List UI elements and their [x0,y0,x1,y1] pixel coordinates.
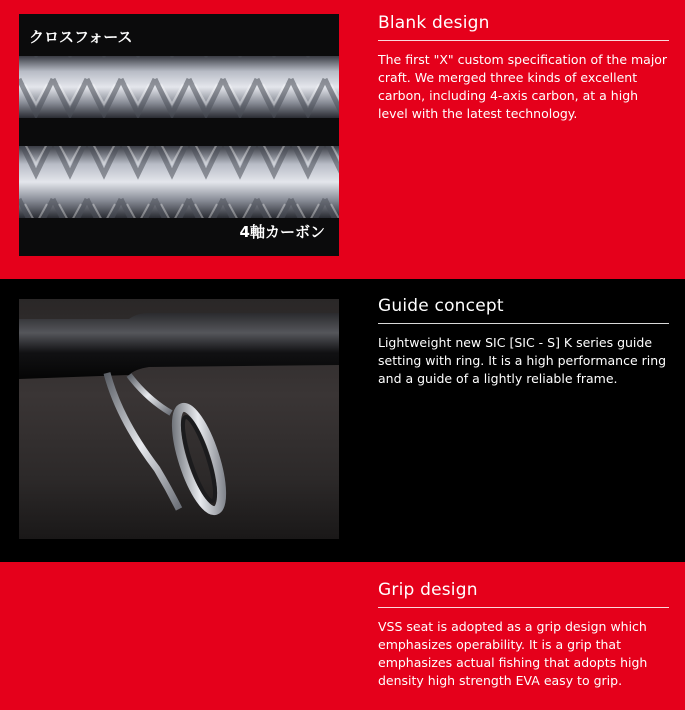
guide-concept-section [0,279,685,562]
rod-guide-image [19,299,339,539]
carbon-blank-image [19,14,339,256]
section-body: Lightweight new SIC [SIC - S] K series guide setting with ring. It is a high performance ring and a guide of a lightly reliable frame. [378,335,667,386]
section-body: VSS seat is adopted as a grip design which emphasizes operability. It is a grip that emphasizes actual fishing that adopts high density high strength EVA easy to grip. [378,619,648,688]
section-title: Blank design [378,12,669,41]
grip-design-text [378,579,669,690]
section-title: Guide concept [378,295,669,324]
blank-design-section [0,0,685,279]
blank-design-text [378,12,669,123]
photo-caption-4axis-carbon: 4軸カーボン [239,223,325,241]
photo-caption-cross-force: クロスフォース [29,28,133,46]
section-body: The first "X" custom specification of the major craft. We merged three kinds of excellent carbon, including 4-axis carbon, at a high level with the latest technology. [378,52,668,121]
guide-concept-text [378,295,669,388]
carbon-blank-photo [19,14,339,256]
guide-photo [19,299,339,539]
section-title: Grip design [378,579,669,608]
grip-design-section [0,562,685,710]
